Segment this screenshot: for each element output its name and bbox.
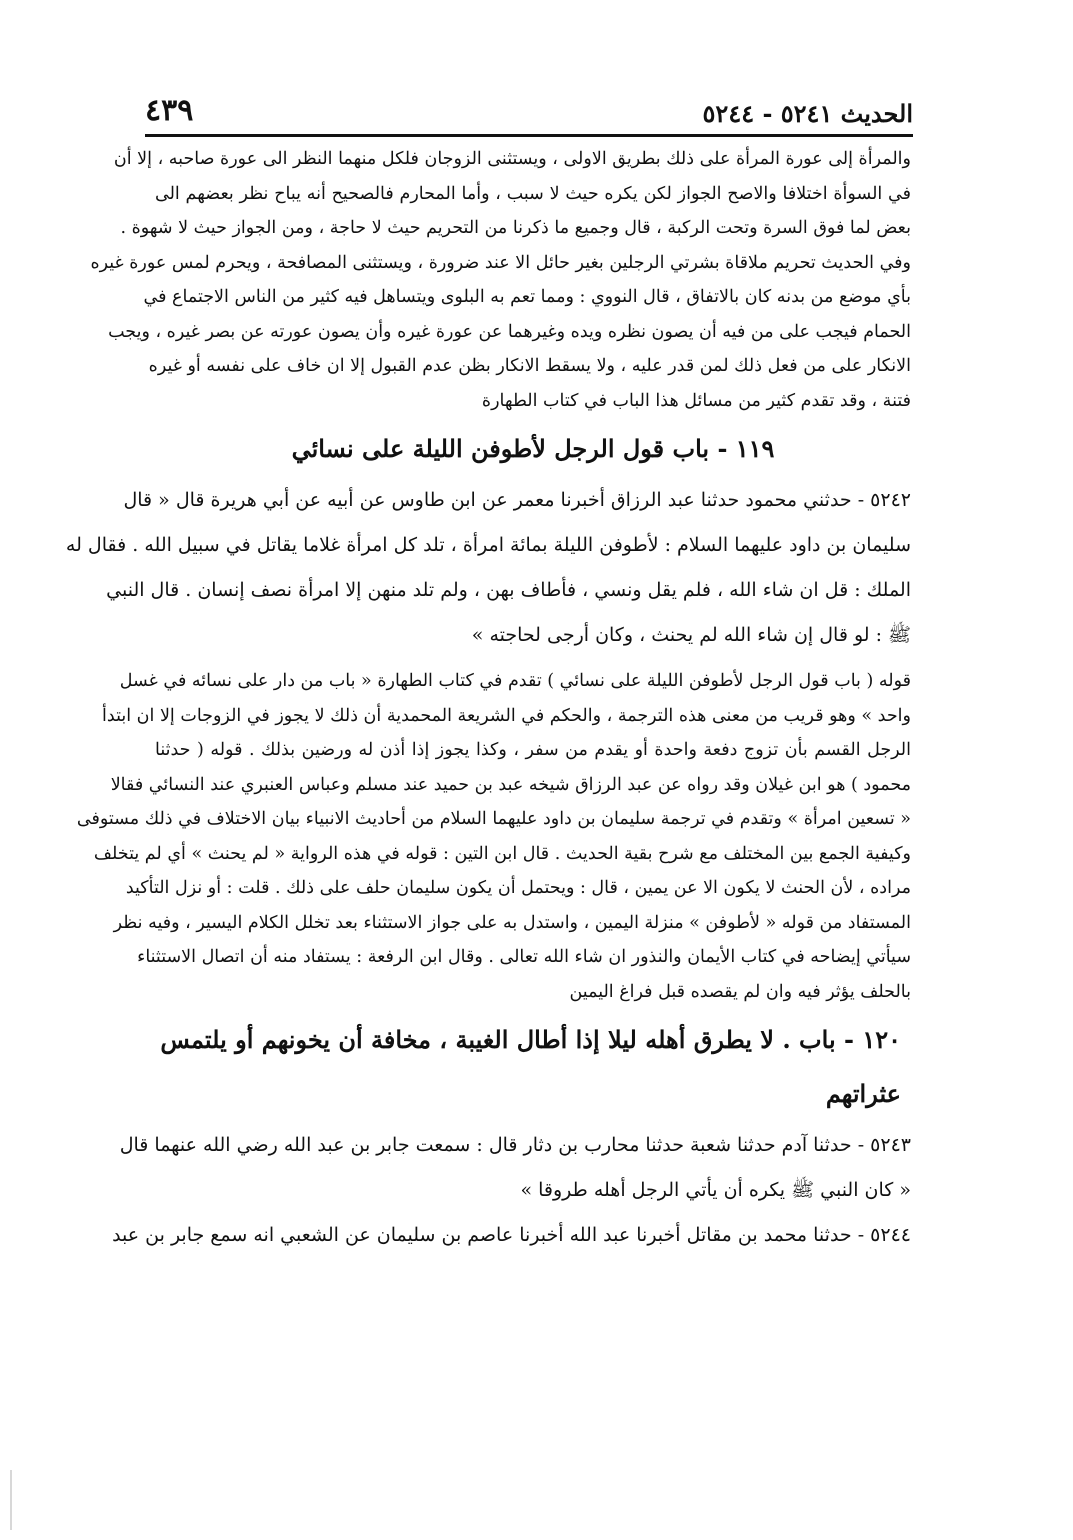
text-line: الانكار على من فعل ذلك لمن قدر عليه ، ولا يسقط الانكار بظن عدم القبول إلا ان خاف على نفسه أو غيره xyxy=(148,356,911,376)
hadith-5242 xyxy=(65,478,911,658)
hadith-line: الملك : قل ان شاء الله ، فلم يقل ونسي ، فأطاف بهن ، ولم تلد منهن إلا امرأة نصف إنسان . قال النبي xyxy=(106,579,911,601)
text-line: بعض لما فوق السرة وتحت الركبة ، قال وجميع ما ذكرنا من التحريم حيث لا حاجة ، ومن الجواز حيث لا شهوة . xyxy=(120,218,911,238)
text-line: والمرأة إلى عورة المرأة على ذلك بطريق الاولى ، ويستثنى الزوجان فلكل منهما النظر الى عورة صاحبه ، إلا أن xyxy=(113,149,911,169)
page-body xyxy=(65,142,911,1258)
commentary-block-2 xyxy=(76,664,911,1009)
hadith-line: ٥٢٤٣ - حدثنا آدم حدثنا شعبة حدثنا محارب بن دثار قال : سمعت جابر بن عبد الله رضي الله عنهما قال xyxy=(119,1134,911,1156)
header-rule xyxy=(145,134,913,137)
text-line: مراده ، لأن الحنث لا يكون الا عن يمين ، قال : ويحتمل أن يكون سليمان حلف على ذلك . قلت : أو نزل التأكيد xyxy=(125,878,911,898)
text-line: المستفاد من قوله « لأطوفن » منزلة اليمين ، واستدل به على جواز الاستثناء بعد تخلل الكلام اليسير ، وفيه نظر xyxy=(113,912,911,933)
hadith-line: سليمان بن داود عليهما السلام : لأطوفن الليلة بمائة امرأة ، تلد كل امرأة غلاما يقاتل في سبيل الله . فقال له xyxy=(65,534,911,556)
text-line: الحمام فيجب على من فيه أن يصون نظره ويده وغيرهما عن عورة غيره وأن يصون عورته عن بصر غيره ، ويجب xyxy=(108,321,911,342)
hadith-line: ٥٢٤٢ - حدثني محمود حدثنا عبد الرزاق أخبرنا معمر عن ابن طاوس عن أبيه عن أبي هريرة قال « قال xyxy=(123,489,911,511)
text-line: وكيفية الجمع بين المختلف مع شرح بقية الحديث . قال ابن التين : قوله في هذه الرواية « لم يحنث » أي لم يتخلف xyxy=(93,843,911,864)
text-line: « تسعين امرأة » وتقدم في ترجمة سليمان بن داود عليهما السلام من أحاديث الانبياء بيان الاختلاف في ذلك مستوفى xyxy=(76,809,911,829)
text-line: فتنة ، وقد تقدم كثير من مسائل هذا الباب في كتاب الطهارة xyxy=(481,390,911,411)
hadith-line: ﷺ : لو قال إن شاء الله لم يحنث ، وكان أرجى لحاجته » xyxy=(471,624,911,646)
chapter-title-119: ١١٩ - باب قول الرجل لأطوفن الليلة على نسائي xyxy=(291,434,775,463)
text-line: واحد » وهو قريب من معنى هذه الترجمة ، والحكم في الشريعة المحمدية أن ذلك لا يجوز في الزوجات إلا ان ابتدأ xyxy=(102,705,911,726)
page-header xyxy=(145,88,913,128)
text-line: في السوأة اختلافا والاصح الجواز لكن يكره حيث لا سبب ، وأما المحارم فالصحيح أنه يباح نظر بعضهم الى xyxy=(155,183,911,204)
page-number: ٤٣٩ xyxy=(145,93,194,128)
hadith-line: « كان النبي ﷺ يكره أن يأتي الرجل أهله طروقا » xyxy=(520,1179,911,1201)
running-head: الحديث ٥٢٤١ - ٥٢٤٤ xyxy=(702,99,913,128)
commentary-block-1 xyxy=(90,142,911,418)
hadith-5243 xyxy=(119,1123,911,1213)
text-line: محمود ) هو ابن غيلان وقد رواه عن عبد الرزاق شيخه عبد بن حميد عند مسلم وعباس العنبري عند النسائي فقالا xyxy=(110,774,911,795)
chapter-title-120: ١٢٠ - باب . لا يطرق أهله ليلا إذا أطال الغيبة ، مخافة أن يخونهم أو يلتمس عثراتهم xyxy=(160,1025,901,1108)
text-line: سيأتي إيضاحه في كتاب الأيمان والنذور ان شاء الله تعالى . وقال ابن الرفعة : يستفاد منه أن اتصال الاستثناء xyxy=(137,947,911,967)
text-line: الرجل القسم بأن تزوج دفعة واحدة أو يقدم من سفر ، وكذا يجوز إذا أذن له ورضين بذلك . قوله ( حدثنا xyxy=(155,740,911,760)
hadith-line: ٥٢٤٤ - حدثنا محمد بن مقاتل أخبرنا عبد الله أخبرنا عاصم بن سليمان عن الشعبي انه سمع جابر بن عبد xyxy=(112,1224,911,1246)
text-line: وفي الحديث تحريم ملاقاة بشرتي الرجلين بغير حائل الا عند ضرورة ، ويستثنى المصافحة ، ويحرم لمس عورة غيره xyxy=(90,252,911,273)
scan-edge-mark xyxy=(10,1470,12,1530)
text-line: بالحلف يؤثر فيه وان لم يقصده قبل فراغ اليمين xyxy=(569,981,911,1002)
hadith-5244 xyxy=(112,1213,911,1258)
text-line: قوله ( باب قول الرجل لأطوفن الليلة على نسائي ) تقدم في كتاب الطهارة « باب من دار على نسائه في غسل xyxy=(119,671,911,691)
text-line: بأي موضع من بدنه كان بالاتفاق ، قال النووي : ومما تعم به البلوى ويتساهل فيه كثير من الناس الاجتماع في xyxy=(143,287,911,307)
